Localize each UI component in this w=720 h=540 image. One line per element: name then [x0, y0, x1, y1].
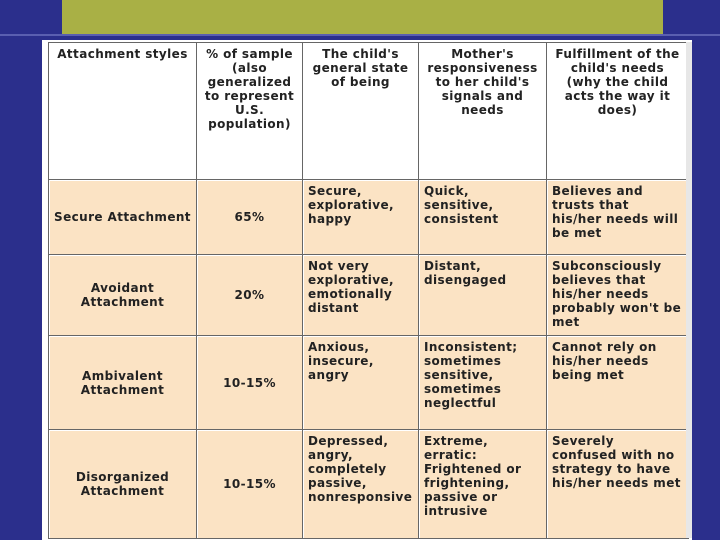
header-cell-percent: % of sample (also generalized to represent U.S. population) [197, 43, 303, 180]
header-cell-state: The child's general state of being [303, 43, 419, 180]
header-cell-fulfillment: Fulfillment of the child's needs (why the child acts the way it does) [547, 43, 689, 180]
slide-right-edge [686, 42, 692, 538]
percent-cell: 65% [197, 180, 303, 255]
table-row [49, 255, 689, 336]
responsiveness-cell: Quick, sensitive, consistent [419, 180, 547, 255]
responsiveness-cell: Inconsistent; sometimes sensitive, sometimes neglectful [419, 336, 547, 430]
style-cell: Avoidant Attachment [49, 255, 197, 336]
header-cell-responsiveness: Mother's responsiveness to her child's signals and needs [419, 43, 547, 180]
style-cell: Ambivalent Attachment [49, 336, 197, 430]
fulfillment-cell: Subconsciously believes that his/her needs probably won't be met [547, 255, 689, 336]
responsiveness-cell: Extreme, erratic: Frightened or frightening, passive or intrusive [419, 430, 547, 539]
percent-cell: 20% [197, 255, 303, 336]
fulfillment-cell: Severely confused with no strategy to have his/her needs met [547, 430, 689, 539]
table-row [49, 336, 689, 430]
responsiveness-cell: Distant, disengaged [419, 255, 547, 336]
state-cell: Not very explorative, emotionally distant [303, 255, 419, 336]
header-cell-style: Attachment styles [49, 43, 197, 180]
state-cell: Secure, explorative, happy [303, 180, 419, 255]
fulfillment-cell: Cannot rely on his/her needs being met [547, 336, 689, 430]
style-cell: Disorganized Attachment [49, 430, 197, 539]
table-header-row [49, 43, 689, 180]
percent-cell: 10-15% [197, 430, 303, 539]
header-divider [0, 34, 720, 36]
header-accent-band [62, 0, 663, 34]
style-cell: Secure Attachment [49, 180, 197, 255]
percent-cell: 10-15% [197, 336, 303, 430]
table-row [49, 180, 689, 255]
table-row [49, 430, 689, 539]
fulfillment-cell: Believes and trusts that his/her needs will be met [547, 180, 689, 255]
attachment-styles-table [48, 42, 689, 539]
state-cell: Anxious, insecure, angry [303, 336, 419, 430]
state-cell: Depressed, angry, completely passive, nonresponsive [303, 430, 419, 539]
